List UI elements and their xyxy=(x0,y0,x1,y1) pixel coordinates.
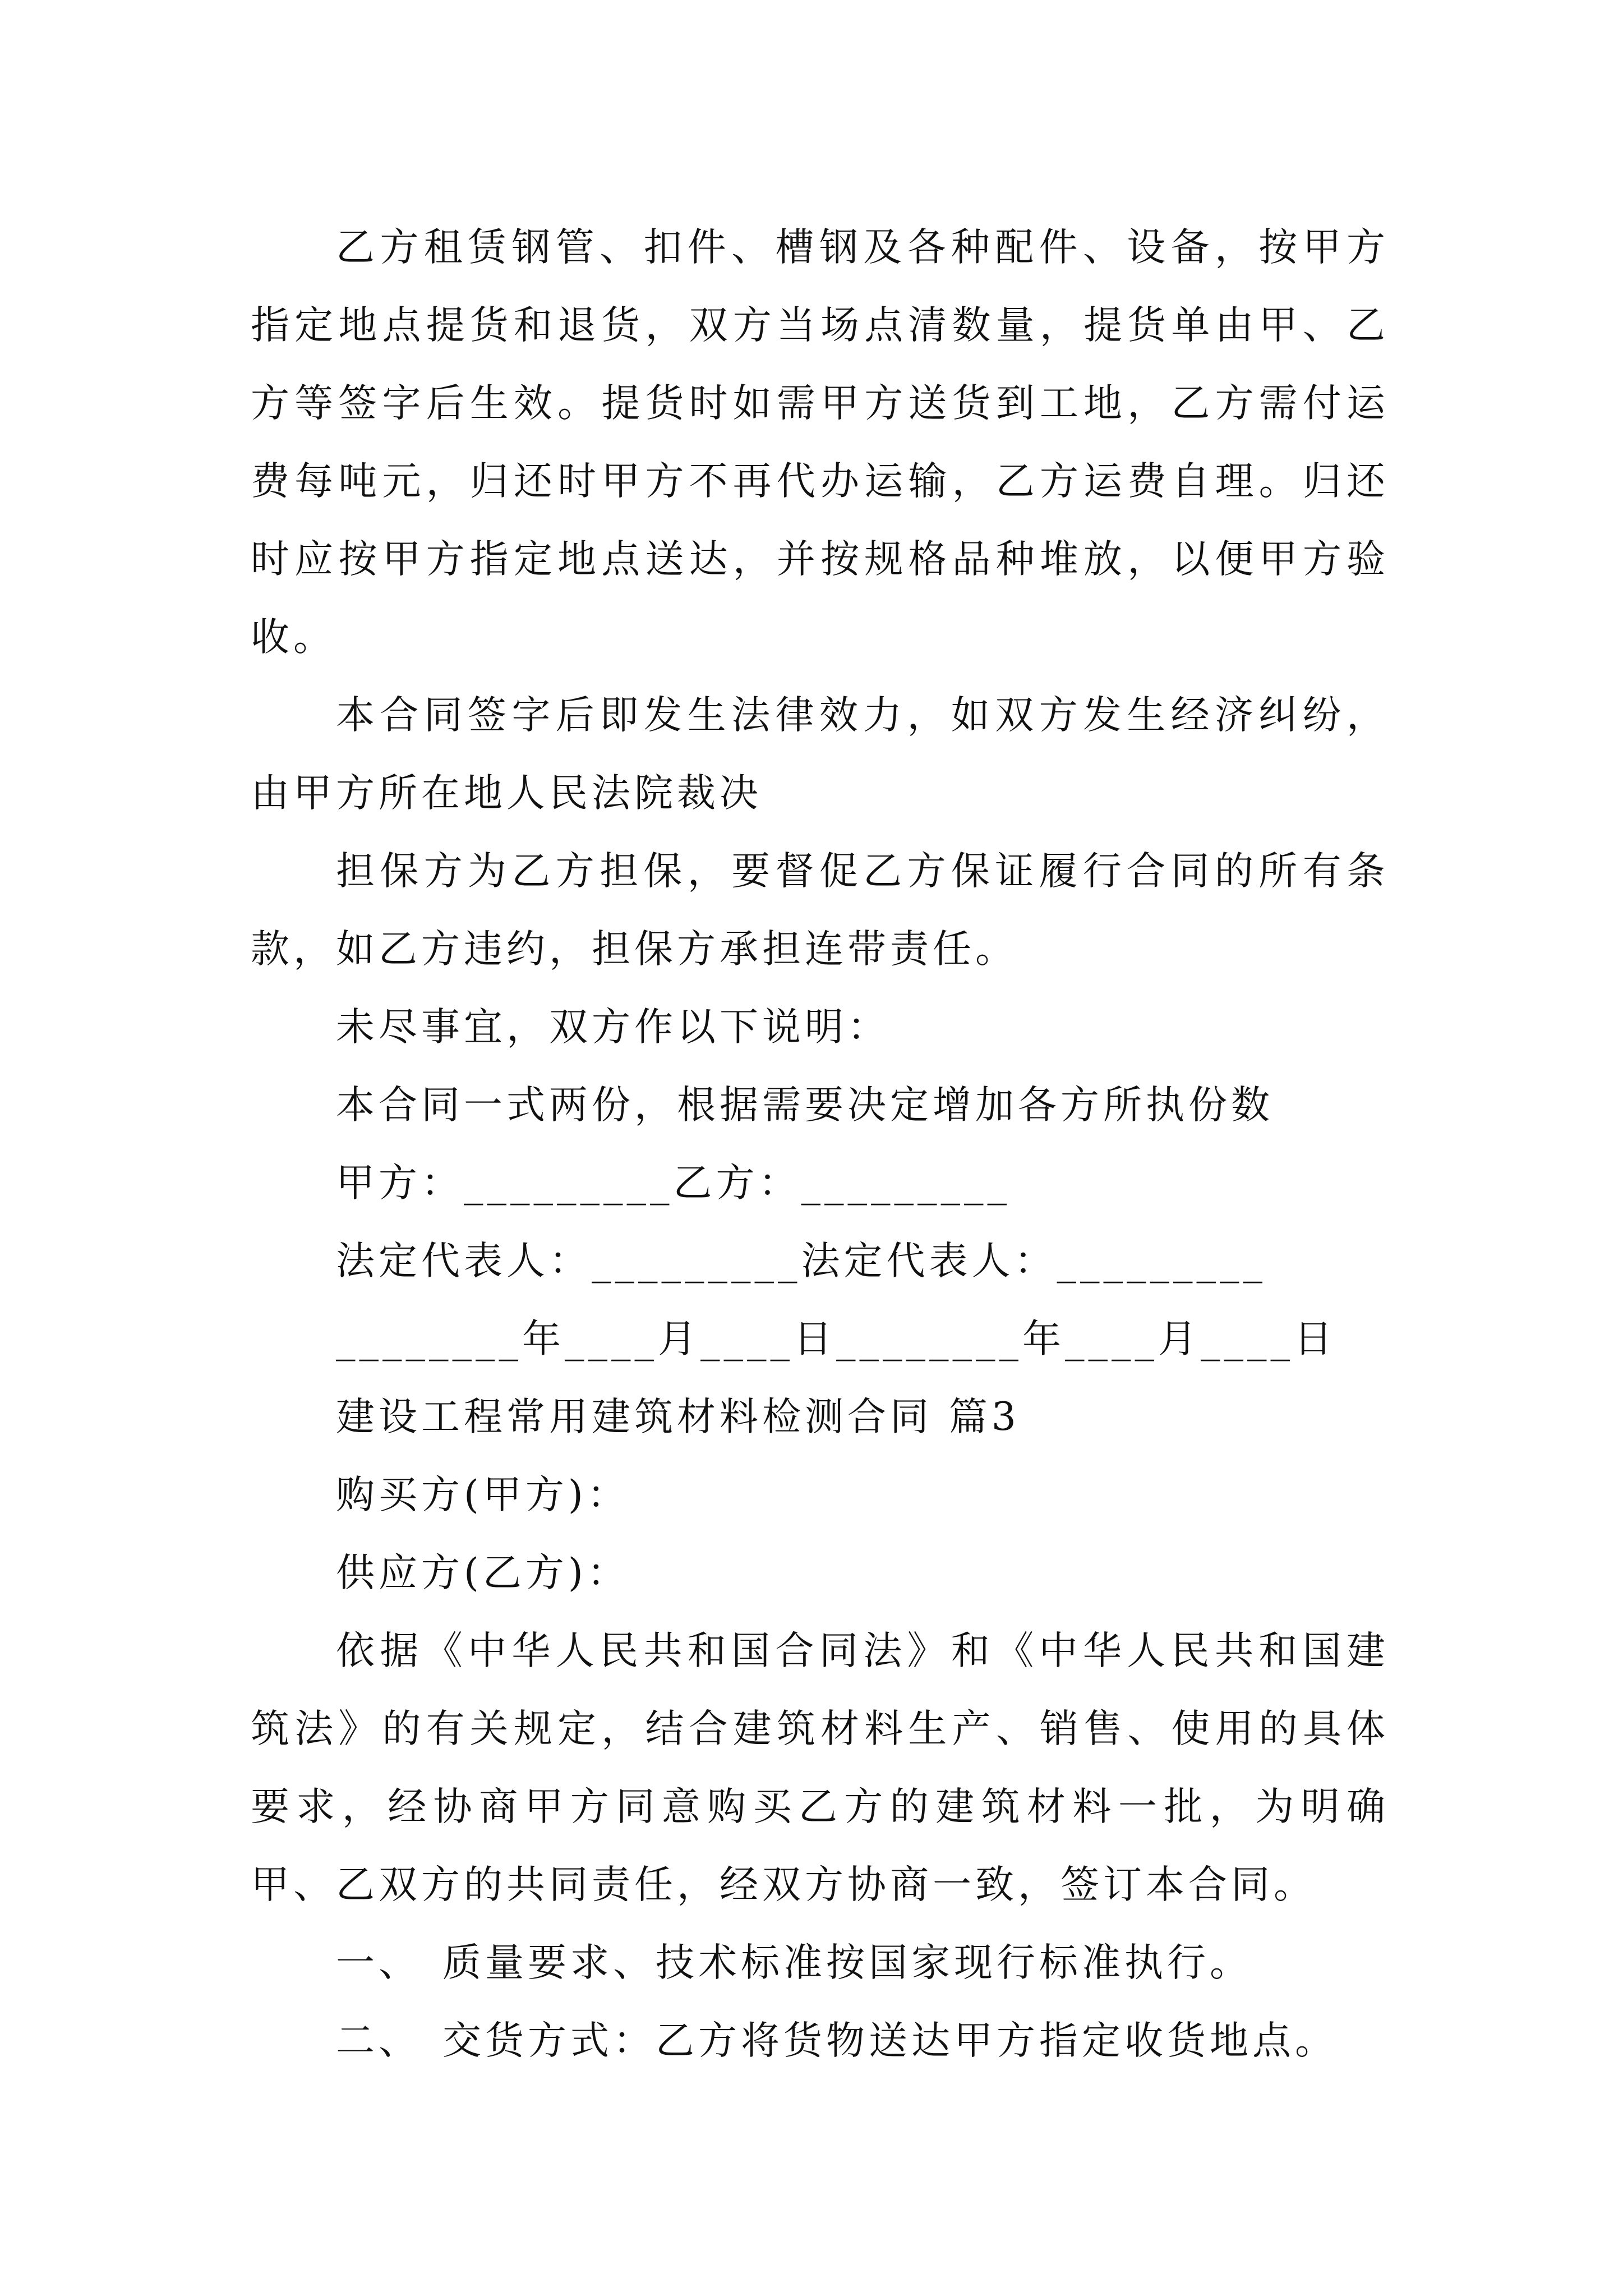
clause-number: 二、 xyxy=(336,2018,421,2063)
clause-number: 一、 xyxy=(336,1940,421,1985)
paragraph-intro: 依据《中华人民共和国合同法》和《中华人民共和国建筑法》的有关规定，结合建筑材料生产、销售、使用的具体要求，经协商甲方同意购买乙方的建筑材料一批，为明确甲、乙双方的共同责任，经双方协商一致，签订本合同。 xyxy=(251,1628,1389,1907)
clause-text: 交货方式：乙方将货物送达甲方指定收货地点。 xyxy=(442,2018,1338,2063)
paragraph-rental-delivery: 乙方租赁钢管、扣件、槽钢及各种配件、设备，按甲方指定地点提货和退货，双方当场点清数量，提货单由甲、乙方等签字后生效。提货时如需甲方送货到工地，乙方需付运费每吨元，归还时甲方不再代办运输，乙方运费自理。归还时应按甲方指定地点送达，并按规格品种堆放，以便甲方验收。 xyxy=(251,225,1389,660)
clause-item xyxy=(251,2002,1389,2080)
line-signing-dates: ________年____月____日________年____月____日 xyxy=(336,1317,1336,1361)
clause-item xyxy=(251,1924,1389,2002)
line-supplier: 供应方(乙方)： xyxy=(336,1550,630,1595)
paragraph-guarantor: 担保方为乙方担保，要督促乙方保证履行合同的所有条款，如乙方违约，担保方承担连带责任。 xyxy=(251,849,1389,972)
line-unresolved-matters: 未尽事宜，双方作以下说明： xyxy=(336,1005,890,1050)
section-title: 建设工程常用建筑材料检测合同 篇3 xyxy=(336,1395,1020,1439)
line-legal-representatives: 法定代表人：_________法定代表人：_________ xyxy=(336,1239,1266,1283)
document-body xyxy=(251,209,1389,2080)
paragraph-legal-effect: 本合同签字后即发生法律效力，如双方发生经济纠纷，由甲方所在地人民法院裁决 xyxy=(251,693,1389,816)
line-party-signatures: 甲方：_________乙方：_________ xyxy=(336,1161,1011,1205)
line-copies: 本合同一式两份，根据需要决定增加各方所执份数 xyxy=(336,1083,1274,1128)
clause-text: 质量要求、技术标准按国家现行标准执行。 xyxy=(442,1940,1252,1985)
line-buyer: 购买方(甲方)： xyxy=(336,1473,630,1517)
